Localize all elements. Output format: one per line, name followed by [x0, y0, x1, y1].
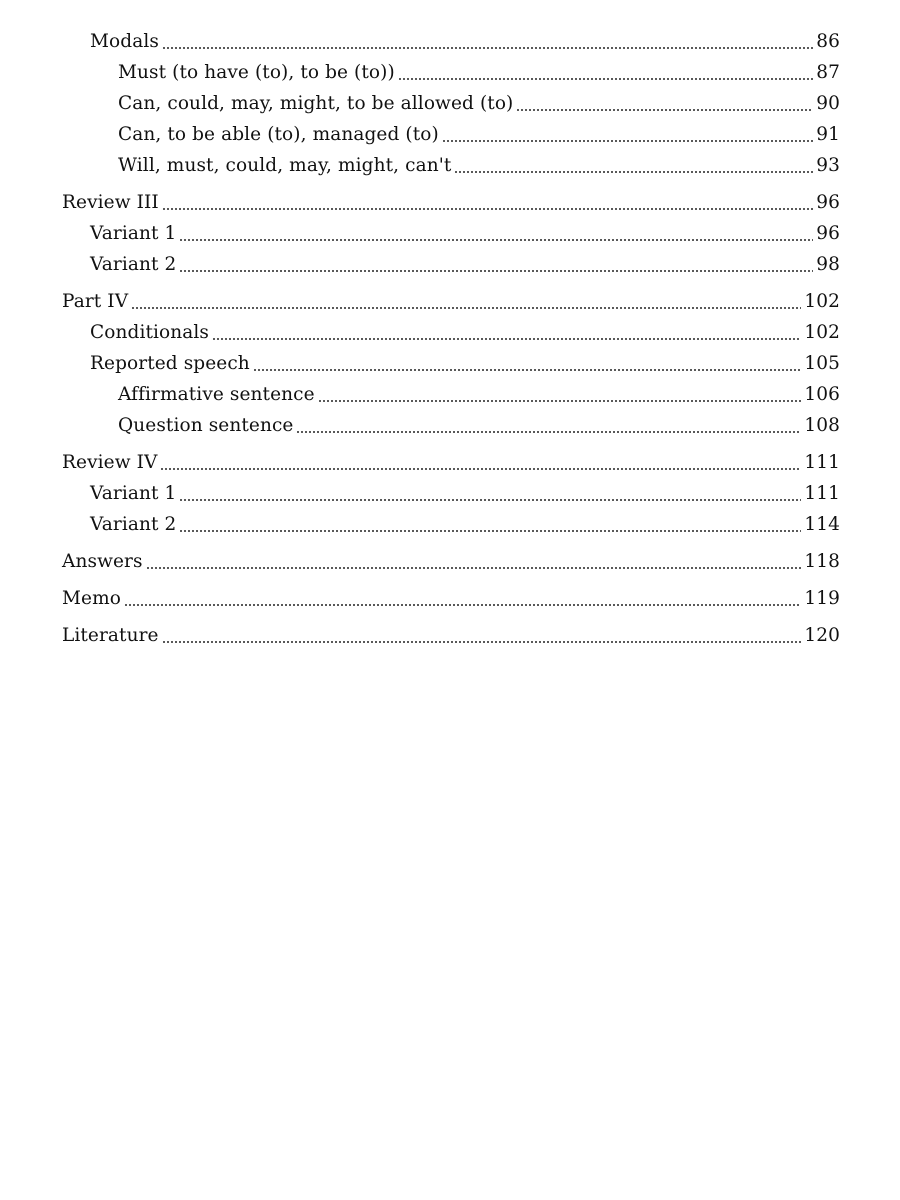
toc-entry-answers[interactable]: [62, 546, 840, 577]
toc-entry-question-sentence[interactable]: [62, 410, 840, 441]
toc-entry-page: 90: [816, 93, 840, 114]
toc-entry-label: Variant 2: [90, 514, 177, 535]
dot-leader: [179, 239, 813, 241]
dot-leader: [318, 400, 802, 402]
toc-entry-label: Variant 1: [90, 223, 177, 244]
toc-entry-conditionals[interactable]: [62, 317, 840, 348]
dot-leader: [131, 307, 801, 309]
toc-entry-review-iii-variant-2[interactable]: [62, 249, 840, 280]
toc-entry-review-iii-variant-1[interactable]: [62, 218, 840, 249]
toc-entry-review-iv[interactable]: [62, 447, 840, 478]
dot-leader: [162, 208, 813, 210]
toc-entry-page: 118: [804, 551, 840, 572]
dot-leader: [454, 171, 813, 173]
dot-leader: [212, 338, 801, 340]
toc-entry-reported-speech[interactable]: [62, 348, 840, 379]
toc-entry-must[interactable]: [62, 57, 840, 88]
table-of-contents: [62, 26, 840, 651]
toc-entry-page: 91: [816, 124, 840, 145]
dot-leader: [160, 468, 801, 470]
dot-leader: [442, 140, 813, 142]
toc-entry-page: 106: [804, 384, 840, 405]
dot-leader: [179, 499, 801, 501]
toc-entry-page: 98: [816, 254, 840, 275]
toc-entry-part-iv[interactable]: [62, 286, 840, 317]
toc-entry-label: Variant 2: [90, 254, 177, 275]
dot-leader: [146, 567, 802, 569]
toc-entry-label: Reported speech: [90, 353, 250, 374]
toc-entry-label: Review III: [62, 192, 159, 213]
dot-leader: [516, 109, 813, 111]
dot-leader: [162, 641, 802, 643]
toc-entry-page: 111: [804, 452, 840, 473]
toc-entry-literature[interactable]: [62, 620, 840, 651]
toc-entry-label: Question sentence: [118, 415, 294, 436]
toc-entry-can-be-able[interactable]: [62, 119, 840, 150]
toc-entry-label: Conditionals: [90, 322, 210, 343]
toc-entry-review-iv-variant-2[interactable]: [62, 509, 840, 540]
toc-entry-page: 86: [816, 31, 840, 52]
toc-entry-review-iv-variant-1[interactable]: [62, 478, 840, 509]
toc-entry-affirmative-sentence[interactable]: [62, 379, 840, 410]
toc-entry-page: 102: [804, 291, 840, 312]
toc-entry-label: Review IV: [62, 452, 158, 473]
toc-entry-label: Must (to have (to), to be (to)): [118, 62, 395, 83]
toc-entry-label: Can, to be able (to), managed (to): [118, 124, 439, 145]
dot-leader: [296, 431, 801, 433]
toc-entry-label: Literature: [62, 625, 159, 646]
dot-leader: [179, 530, 801, 532]
toc-entry-label: Memo: [62, 588, 121, 609]
toc-entry-label: Part IV: [62, 291, 129, 312]
toc-entry-can-could-may[interactable]: [62, 88, 840, 119]
toc-entry-page: 105: [804, 353, 840, 374]
toc-entry-page: 93: [816, 155, 840, 176]
toc-entry-label: Will, must, could, may, might, can't: [118, 155, 452, 176]
toc-entry-modals[interactable]: [62, 26, 840, 57]
toc-entry-label: Affirmative sentence: [118, 384, 315, 405]
toc-entry-will-must[interactable]: [62, 150, 840, 181]
dot-leader: [398, 78, 813, 80]
dot-leader: [253, 369, 802, 371]
toc-entry-page: 102: [804, 322, 840, 343]
dot-leader: [162, 47, 813, 49]
toc-entry-memo[interactable]: [62, 583, 840, 614]
toc-entry-page: 120: [804, 625, 840, 646]
toc-entry-page: 87: [816, 62, 840, 83]
toc-entry-label: Answers: [62, 551, 143, 572]
toc-entry-page: 108: [804, 415, 840, 436]
toc-entry-page: 96: [816, 192, 840, 213]
toc-entry-page: 119: [804, 588, 840, 609]
toc-entry-page: 114: [804, 514, 840, 535]
toc-entry-label: Variant 1: [90, 483, 177, 504]
dot-leader: [179, 270, 813, 272]
dot-leader: [124, 604, 801, 606]
toc-entry-review-iii[interactable]: [62, 187, 840, 218]
toc-entry-label: Modals: [90, 31, 159, 52]
toc-entry-page: 96: [816, 223, 840, 244]
toc-entry-label: Can, could, may, might, to be allowed (to): [118, 93, 514, 114]
toc-entry-page: 111: [804, 483, 840, 504]
